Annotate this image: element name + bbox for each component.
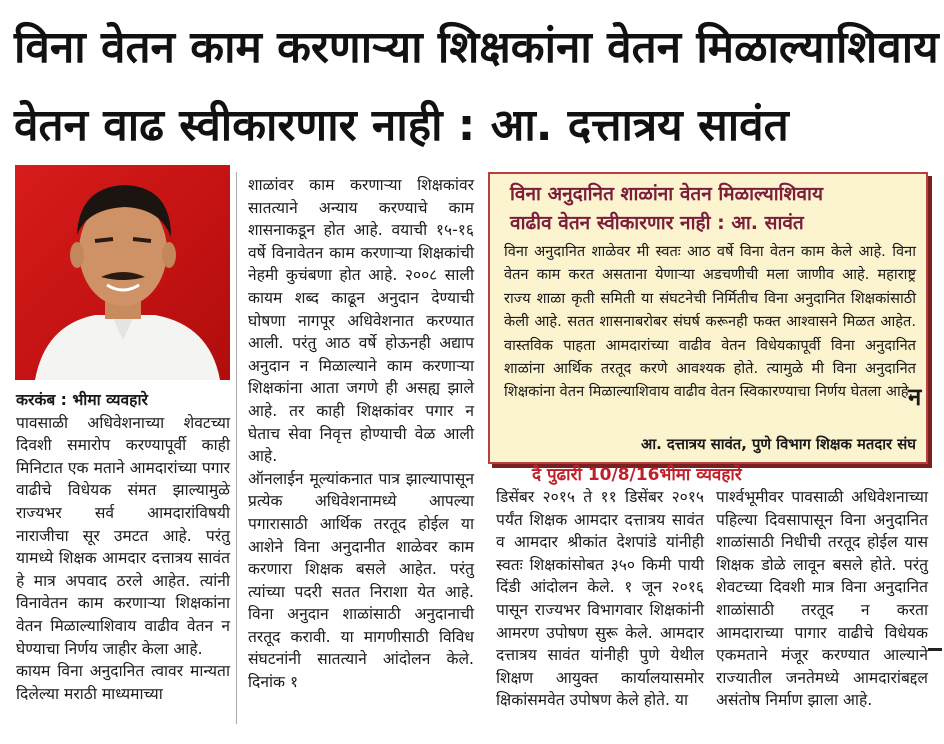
portrait-photo: [15, 165, 230, 380]
source-dateline: दै पुढारी 10/8/16भीमा व्यवहारे: [532, 465, 742, 485]
article-column-1: [16, 389, 230, 705]
column-divider: [236, 172, 237, 724]
article-column-4: पार्श्वभूमीवर पावसाळी अधिवेशनाच्या पहिल्या दिवसापासून विना अनुदानित शाळांसाठी निधीची तरतूद होईल यास शिक्षक डोळे लावून बसले होते. परंतु शेवटच्या दिवशी मात्र विना अनुदानित शाळांसाठी तरतूद न करता आमदाराच्या पागार वाढीचे विधेयक एकमताने मंजूर करण्यात आल्याने राज्यातील जनतेमध्ये आमदारांबद्दल असंतोष निर्माण झाला आहे.: [716, 488, 928, 710]
headline-line-2: वेतन वाढ स्वीकारणार नाही : आ. दत्तात्रय सावंत: [14, 100, 789, 151]
quote-box-signature: आ. दत्तात्रय सावंत, पुणे विभाग शिक्षक मतदार संघ: [641, 436, 916, 453]
portrait-icon: [15, 165, 230, 380]
column-1-text: पावसाळी अधिवेशनाच्या शेवटच्या दिवशी समारोप करण्यापूर्वी काही मिनिटात एक मताने आमदारांच्या पगार वाढीचे विधेयक संमत झाल्यामुळे राज्यभर सर्व आमदारांविषयी नाराजीचा सूर उमटत आहे. परंतु यामध्ये शिक्षक आमदार दत्तात्रय सावंत हे मात्र अपवाद ठरले आहेत. त्यांनी विनावेतन काम करणाऱ्या शिक्षकांना वेतन मिळाल्याशिवाय वाढीव वेतन न घेण्याचा निर्णय जाहीर केला आहे. कायम विना अनुदानित त्वावर मान्यता दिलेल्या मराठी माध्यमाच्या: [16, 413, 230, 703]
headline-line-1: विना वेतन काम करणाऱ्या शिक्षकांना वेतन मिळाल्याशिवाय: [14, 22, 939, 73]
quote-box-body: विना अनुदानित शाळेवर मी स्वतः आठ वर्षे विना वेतन काम केले आहे. विना वेतन काम करत असताना येणाऱ्या अडचणीची मला जाणीव आहे. महाराष्ट्र राज्य शाळा कृती समिती या संघटनेची निर्मितीच विना अनुदानित शिक्षकांसाठी केली आहे. सतत शासनाबरोबर संघर्ष करूनही फक्त आश्वासने मिळत आहेत. वास्तविक पाहता आमदारांच्या वाढीव वेतन विधेयकापूर्वी विना अनुदानित शाळांना आर्थिक तरतूद करणे आवश्यक होते. त्यामुळे मी विना अनुदानित शिक्षकांना वेतन मिळाल्याशिवाय वाढीव वेतन स्विकारण्याचा निर्णय घेतला आहे.: [504, 243, 916, 401]
byline: करकंब : भीमा व्यवहारे: [16, 391, 148, 409]
edge-mark: [928, 648, 942, 651]
article-column-3: डिसेंबर २०१५ ते ११ डिसेंबर २०१५ पर्यंत शिक्षक आमदार दत्तात्रय सावंत व आमदार श्रीकांत देशपांडे यांनीही स्वतः शिक्षकांसोबत ३५० किमी पायी दिंडी आंदोलन केले. १ जून २०१६ पासून राज्यभर विभागवार शिक्षकांनी आमरण उपोषण सुरू केले. आमदार दत्तात्रय सावंत यांनीही पुणे येथील शिक्षण आयुक्त कार्यालयासमोर क्षिकांसमवेत उपोषण केले होते. या: [496, 488, 704, 710]
article-column-2: शाळांवर काम करणाऱ्या शिक्षकांवर सातत्याने अन्याय करण्याचे काम शासनाकडून होत आहे. वयाची १५-१६ वर्षे विनावेतन काम करणाऱ्या शिक्षकांची नेहमी कुचंबणा होत आहे. २००८ साली कायम शब्द काढून अनुदान देण्याची घोषणा नागपूर अधिवेशनात करण्यात आली. परंतु आठ वर्षे होऊनही अद्याप अनुदान न मिळाल्याने काम करणाऱ्या शिक्षकांना आता जगणे ही असह्य झाले आहे. तर काही शिक्षकांवर पगार न घेताच सेवा निवृत्त होण्याची वेळ आली आहे. ऑनलाईन मूल्यांकनात पात्र झाल्यापासून प्रत्येक अधिवेशनामध्ये आपल्या पगारासाठी आर्थिक तरतूद होईल या आशेने विना अनुदानीत शाळेवर काम करणारा शिक्षक बसले आहेत. परंतु त्यांच्या पदरी सतत निराशा येत आहे. विना अनुदान शाळांसाठी अनुदानाची तरतूद करावी. या मागणीसाठी विविध संघटनांनी सातत्याने आंदोलन केले. दिनांक १: [248, 176, 474, 692]
quote-box: [488, 172, 928, 464]
quote-box-title: विना अनुदानित शाळांना वेतन मिळाल्याशिवाय वाढीव वेतन स्वीकारणार नाही : आ. सावंत: [510, 183, 823, 234]
stray-character: न: [908, 383, 922, 411]
